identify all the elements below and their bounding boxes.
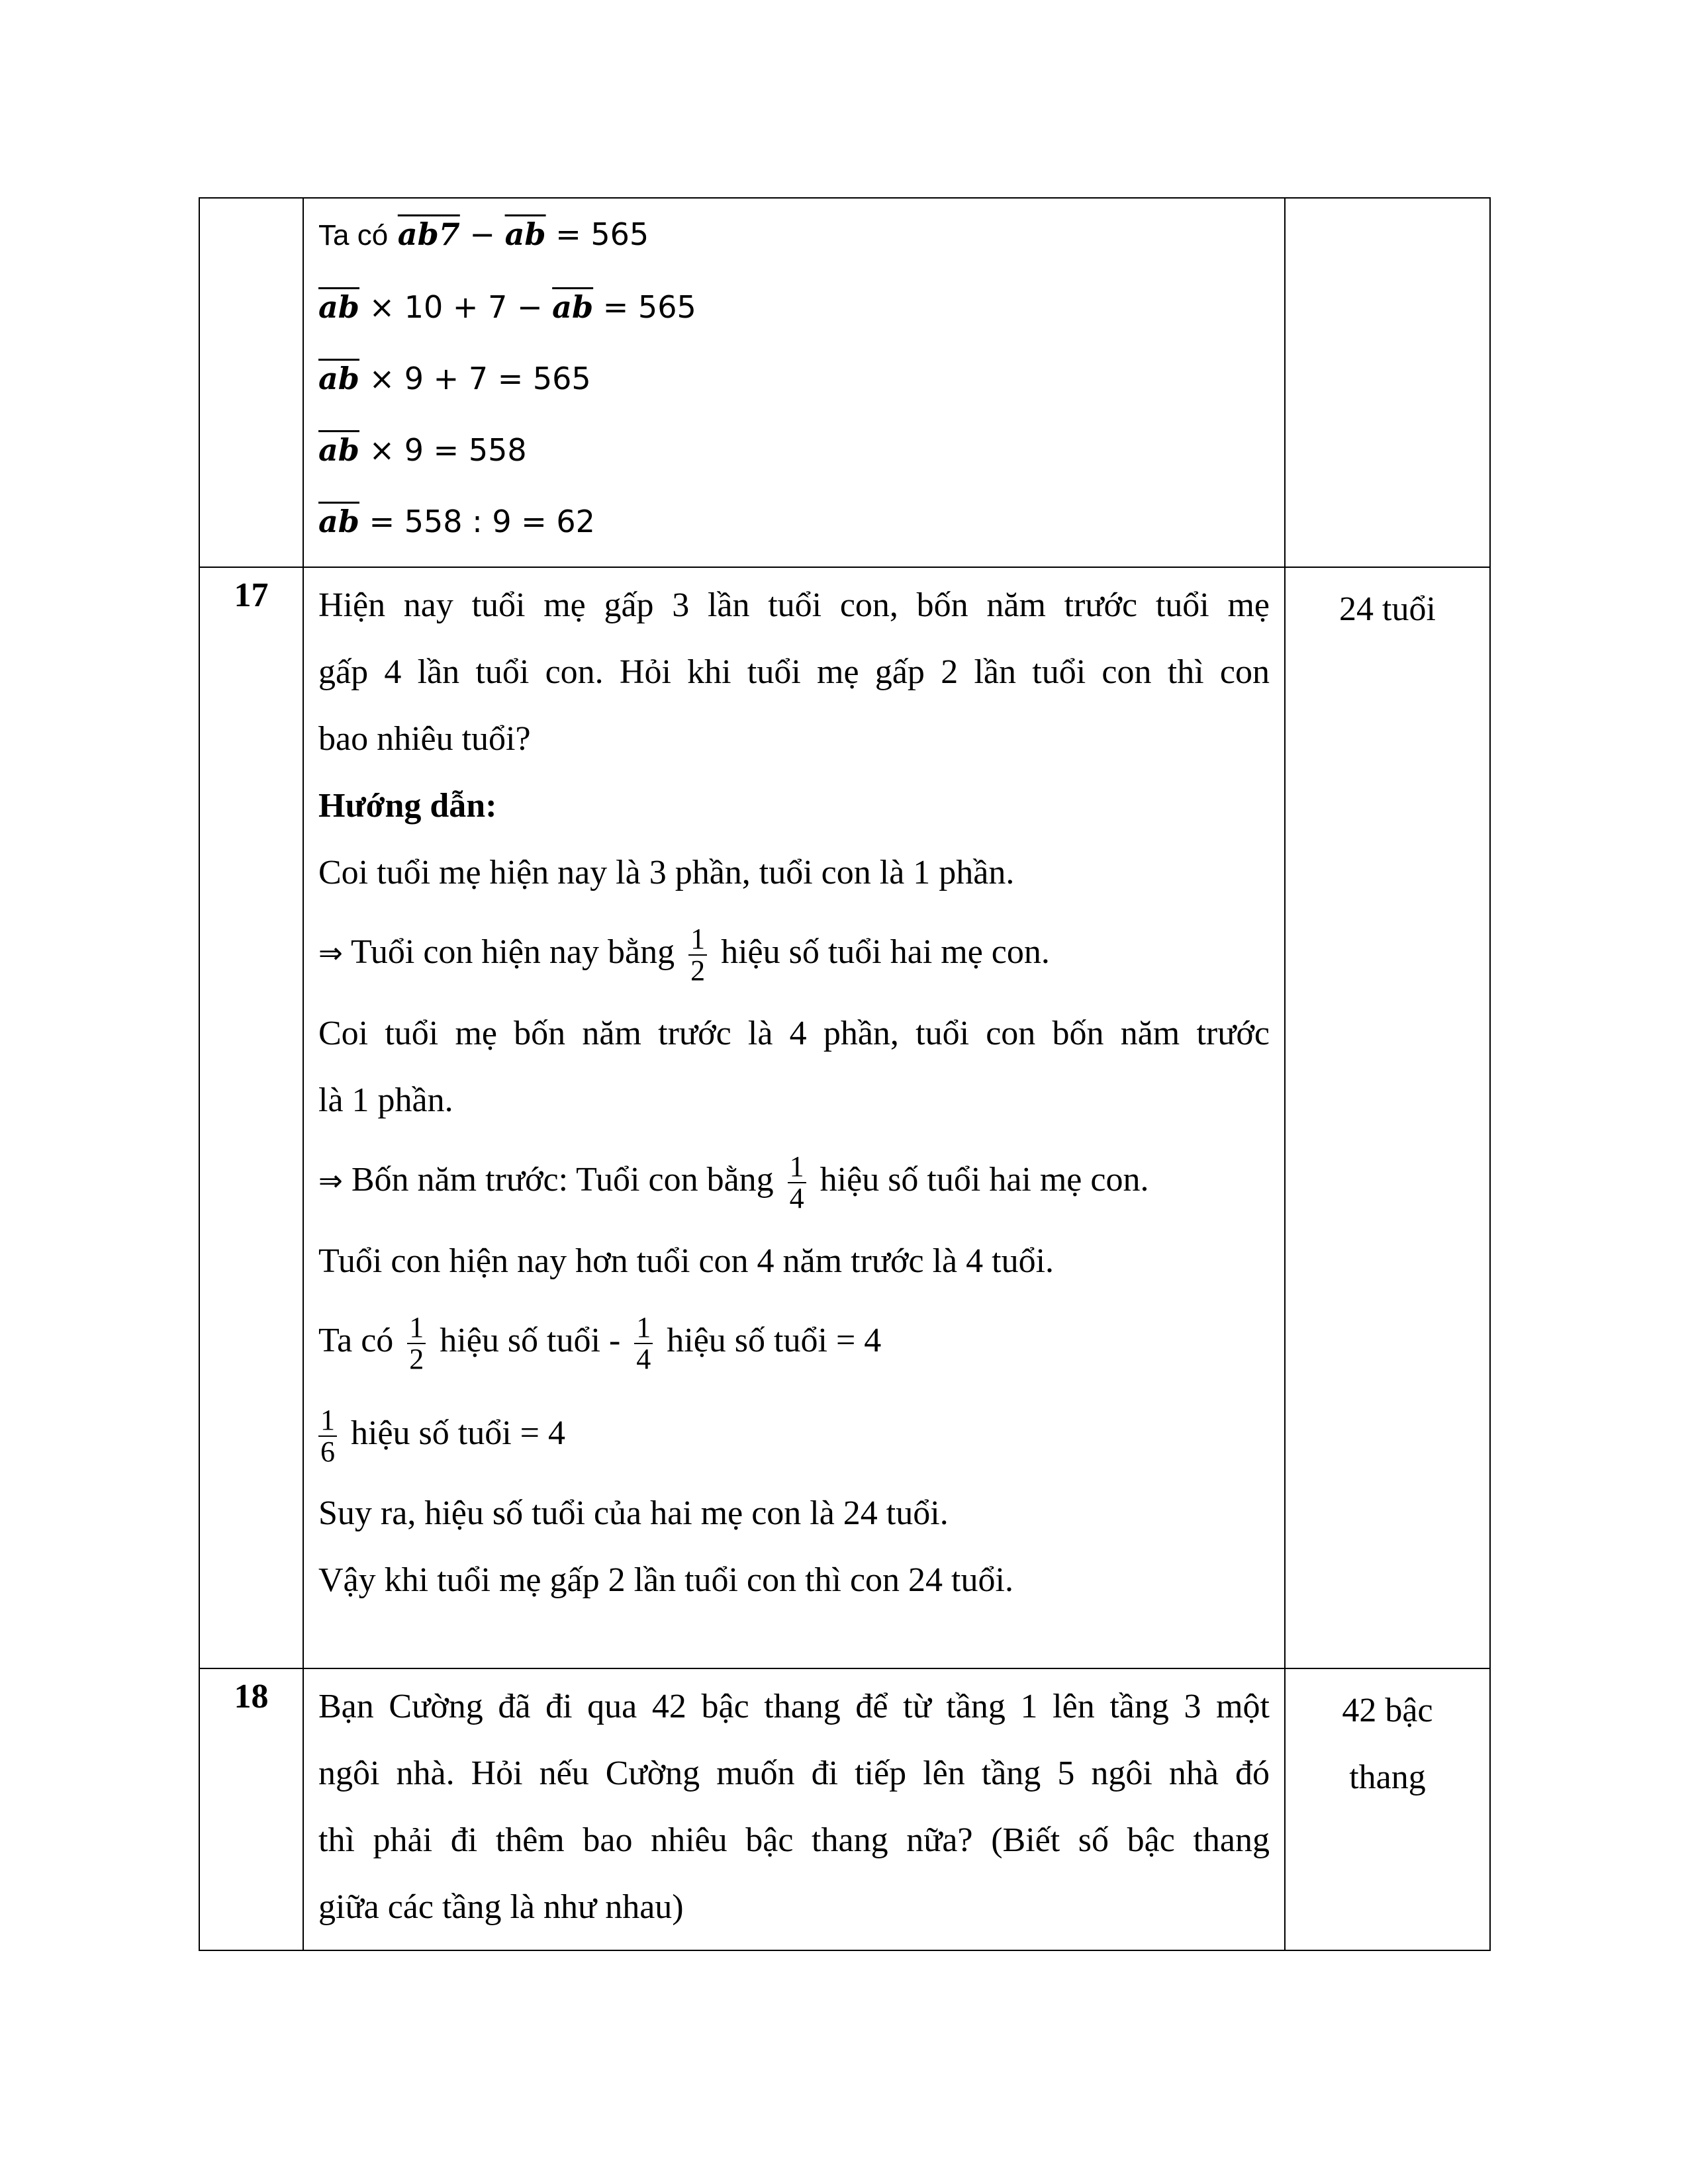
question-line: Hiện nay tuổi mẹ gấp 3 lần tuổi con, bốn năm trước tuổi mẹ [318, 586, 1270, 624]
table-row [199, 567, 1490, 1668]
guide-line: Vậy khi tuổi mẹ gấp 2 lần tuổi con thì con 24 tuổi. [318, 1561, 1013, 1599]
guide-line: là 1 phần. [318, 1081, 453, 1119]
question-line: giữa các tầng là như nhau) [318, 1888, 684, 1926]
guide-line: Ta có $\frac{1}{2}$ hiệu số tuổi - $\frac{1}{4}$ hiệu số tuổi = 4 [318, 1310, 882, 1376]
answer-cell: 42 bậc thang [1285, 1668, 1490, 1950]
math-line-3: $\overline{ab} \times 9 + 7 = 565$ [318, 361, 591, 396]
table-row [199, 198, 1490, 567]
math-line-1: Ta có $ab7 - \overline{ab} = 565$ [318, 216, 649, 252]
guide-line: Suy ra, hiệu số tuổi của hai mẹ con là 24 tuổi. [318, 1494, 949, 1532]
fraction: $\frac{1}{6}$ [318, 1405, 337, 1467]
implies-icon: ⇒ [318, 1164, 343, 1198]
question-line: ngôi nhà. Hỏi nếu Cường muốn đi tiếp lên tầng 5 ngôi nhà đó [318, 1754, 1270, 1792]
fraction: $\frac{1}{2}$ [407, 1312, 426, 1375]
guide-line: Coi tuổi mẹ hiện nay là 3 phần, tuổi con là 1 phần. [318, 854, 1015, 891]
fraction: $\frac{1}{4}$ [634, 1312, 653, 1375]
math-line-2: $\overline{ab} \times 10 + 7 - \overline{ab} = 565$ [318, 289, 696, 325]
table-row [199, 1668, 1490, 1950]
question-line: gấp 4 lần tuổi con. Hỏi khi tuổi mẹ gấp 2 lần tuổi con thì con [318, 653, 1270, 691]
answer-cell [1285, 198, 1490, 567]
math-line-5: $\overline{ab} = 558$ : 9 = 62 [318, 504, 595, 539]
guide-line: Tuổi con hiện nay hơn tuổi con 4 năm trước là 4 tuổi. [318, 1242, 1055, 1280]
question-line: Bạn Cường đã đi qua 42 bậc thang để từ tầng 1 lên tầng 3 một [318, 1688, 1270, 1725]
solution-cell [303, 198, 1285, 567]
fraction: $\frac{1}{2}$ [688, 924, 707, 986]
guide-label: Hướng dẫn: [318, 787, 497, 825]
math-line-4: $\overline{ab} \times 9 = 558$ [318, 432, 527, 468]
guide-line: ⇒ Bốn năm trước: Tuổi con bằng $\frac{1}{4}$ hiệu số tuổi hai mẹ con. [318, 1150, 1149, 1215]
question-line: thì phải đi thêm bao nhiêu bậc thang nữa? (Biết số bậc thang [318, 1821, 1270, 1859]
guide-line: Coi tuổi mẹ bốn năm trước là 4 phần, tuổi con bốn năm trước [318, 1015, 1270, 1052]
question-line: bao nhiêu tuổi? [318, 720, 531, 758]
guide-line: $\frac{1}{6}$ hiệu số tuổi = 4 [318, 1387, 1270, 1480]
answer-cell: 24 tuổi [1285, 567, 1490, 1668]
solution-cell [303, 1668, 1285, 1950]
row-number-cell [199, 198, 303, 567]
fraction: $\frac{1}{4}$ [788, 1152, 806, 1214]
row-number-cell: 18 [199, 1668, 303, 1950]
solutions-table [199, 197, 1491, 1951]
implies-icon: ⇒ [318, 936, 343, 970]
row-number-cell: 17 [199, 567, 303, 1668]
solution-cell [303, 567, 1285, 1668]
guide-line: ⇒ Tuổi con hiện nay bằng $\frac{1}{2}$ hiệu số tuổi hai mẹ con. [318, 922, 1050, 987]
